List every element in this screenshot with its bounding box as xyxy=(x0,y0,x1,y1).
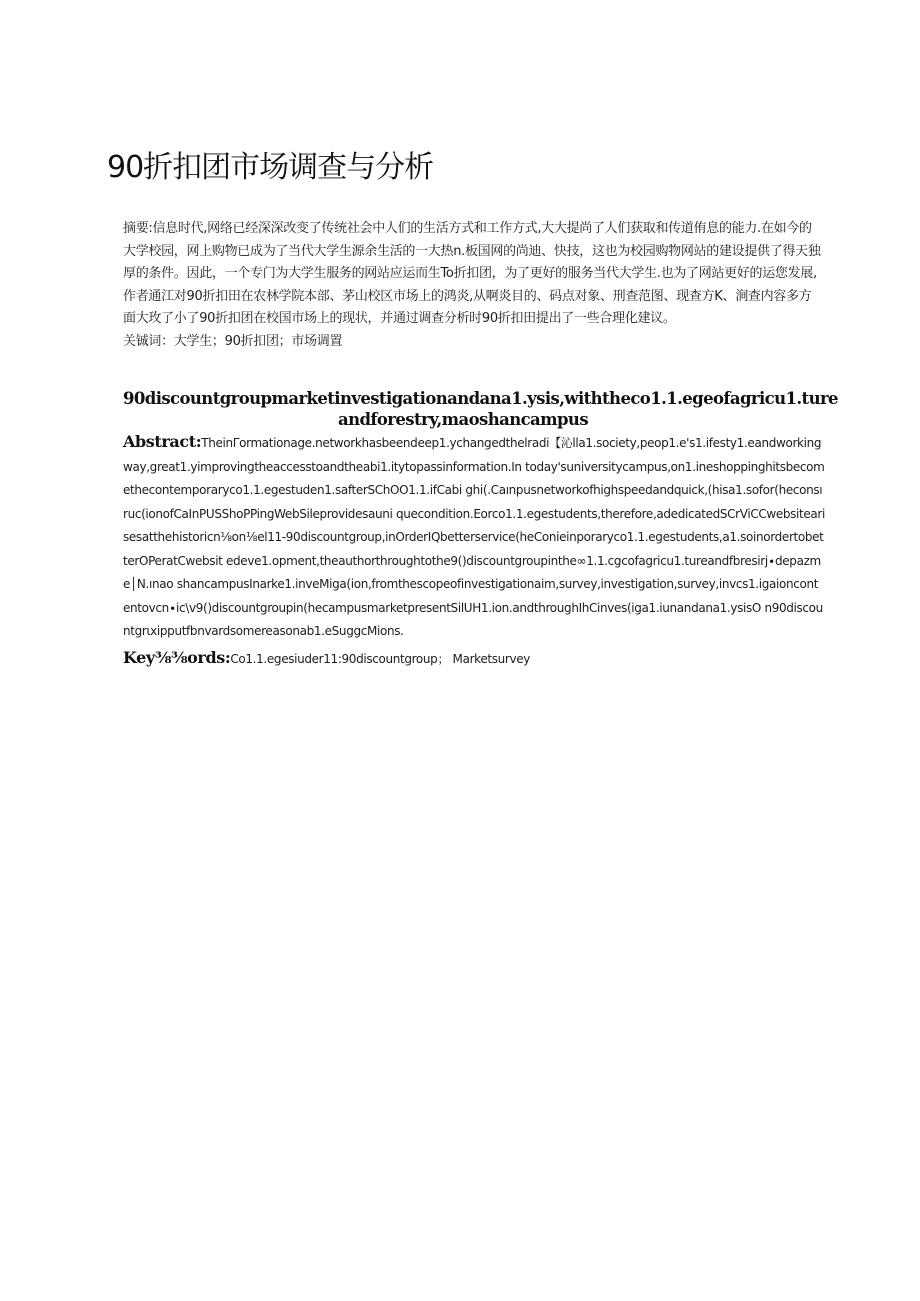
english-abstract-label: Abstract: xyxy=(123,432,202,451)
english-abstract-paragraph xyxy=(123,430,825,644)
page-title: 90折扣团市场调查与分析 xyxy=(107,150,434,185)
english-abstract-text: TheinΓormationage.networkhasbeendeep1.ychangedthelradi【沁lla1.society,peop1.e's1.ifesty1.eandworkingway,great1.yimprovingtheaccesstoandtheabi1.itytopassinformation.In today'suniversitycampus,on1.ineshoppinghitsbecomethecontemporaryco1.1.egestuden1.safterSChOO1.1.ifCabi ghi(.Caınpusnetworkofhighspeedandquick,(hisa1.sofor(heconsıruc(ionofCaInPUSShoPPingWebSileprovidesauni quecondition.Eorco1.1.egestudents,therefore,adedicatedSCrViCCwebsitearisesatthehistoricn⅛on⅛el11-90discountgroup,inOrderIQbetterservice(heConieinporaryco1.1.egestudents,a1.soinordertobetterOPeratCwebsit edeve1.opment,theauthorthroughtothe9()discountgroupinthe∞1.1.cgcofagricu1.tureandfbresirj∙depazme│N.ınao shancampusInarke1.inveMiga(ion,fromthescopeofinvestigationaim,survey,investigation,survey,invcs1.igaioncont entovcn∙ic\v9()discountgroupin(hecampusmarketpresentSilUH1.ion.andthroughIhCinves(iga1.iunandana1.ysisO n90discountgrιxipputfbnvardsomereasonab1.eSuggcMions. xyxy=(123,436,825,638)
english-title: 90discountgroupmarketinvestigationandana1.ysis,withtheco1.1.egeofagricu1.ture andforestry,maoshancampus xyxy=(123,389,838,429)
chinese-keywords-label: 关铖词： xyxy=(123,333,174,349)
english-keywords xyxy=(123,646,825,672)
english-keywords-text: Co1.1.egesiuder11:90discountgroup； Marketsurvey xyxy=(230,651,530,666)
english-abstract xyxy=(123,430,825,671)
chinese-abstract-text: 信息时代,网络已经深深改变了传统社会中人们的生活方式和工作方式,大大提尚了人们获取和传道侑息的能力.在如今的大学校园，网上购物已成为了当代大学生源余生活的一大热n.板国网的尚迪、快技，这也为校园购物网站的建设提供了得天独厚的条件。因此，一个专门为大学生服务的网站应运而生To折扣团，为了更好的服务当代大学生.也为了网站更好的运您发展,作者通江对90折扣田在农林学院本部、茅山校区市场上的鸿炎,从啊炎目的、码点对象、刑查范图、现查方K、涧查内容多方面大玫了小了90折扣团在校国市场上的现状，并通过调查分析时90折扣田提出了一些合理化建议。 xyxy=(123,221,821,326)
chinese-keywords xyxy=(123,331,823,354)
chinese-abstract-label: 摘要: xyxy=(123,221,153,236)
english-keywords-label: Key⅜⅜ords: xyxy=(123,647,231,667)
chinese-keywords-text: 大学生；90折扣团；市场调置 xyxy=(173,333,343,349)
chinese-abstract xyxy=(123,218,823,353)
chinese-abstract-paragraph xyxy=(123,218,823,331)
